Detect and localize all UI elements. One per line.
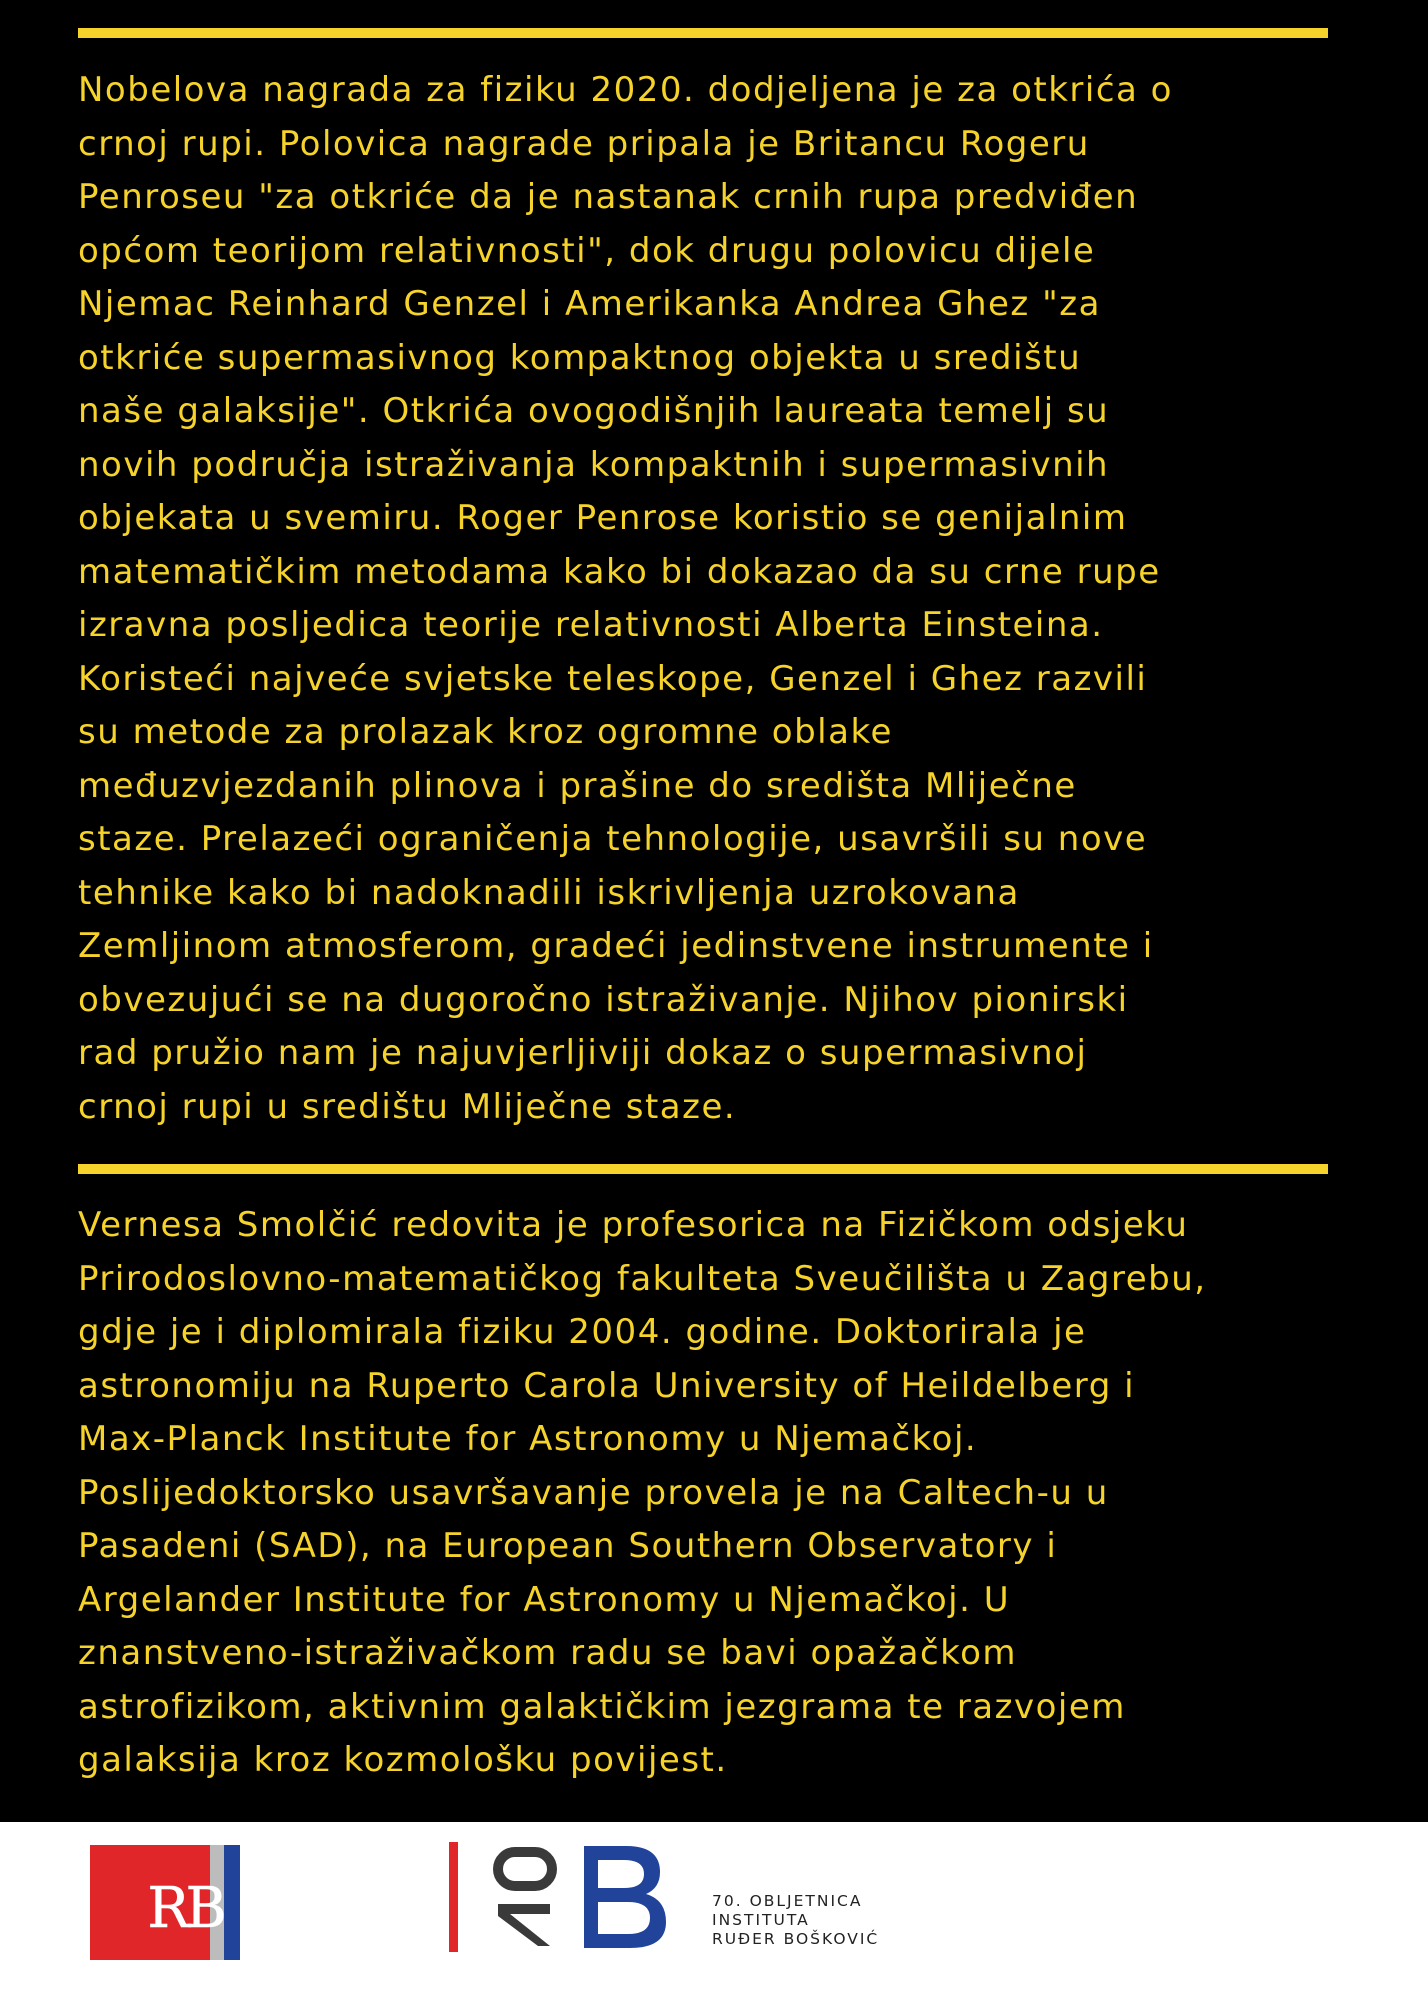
text-line: otkriće supermasivnog kompaktnog objekta u središtu (78, 337, 1082, 378)
text-line: Zemljinom atmosferom, gradeći jedinstvene instrumente i (78, 926, 1154, 966)
anniversary-line: INSTITUTA (712, 1911, 810, 1929)
text-line: znanstveno-istraživačkom radu se bavi opažačkom (78, 1633, 1018, 1673)
text-line: izravna posljedica teorije relativnosti Alberta Einsteina. (78, 605, 1104, 645)
text-line: Vernesa Smolčić redovita je profesorica na Fizičkom odsjeku (78, 1205, 1189, 1245)
text-line: Max-Planck Institute for Astronomy u Njemačkoj. (78, 1419, 978, 1459)
rb-monogram-logo-icon (90, 1845, 280, 1960)
text-line: astronomiju na Ruperto Carola University of Heildelberg i (78, 1365, 1136, 1406)
text-line: Prirodoslovno-matematičkog fakulteta Sveučilišta u Zagrebu, (78, 1258, 1207, 1299)
text-line: gdje je i diplomirala fiziku 2004. godine. Doktorirala je (78, 1312, 1087, 1352)
text-line: međuzvjezdanih plinova i prašine do središta Mliječne (78, 765, 1077, 806)
text-line: Nobelova nagrada za fiziku 2020. dodjeljena je za otkrića o (78, 70, 1173, 110)
text-line: astrofizikom, aktivnim galaktičkim jezgrama te razvojem (78, 1686, 1126, 1727)
anniversary-caption (712, 1892, 879, 1949)
text-line: crnoj rupi u središtu Mliječne staze. (78, 1086, 737, 1127)
text-line: objekata u svemiru. Roger Penrose koristio se genijalnim (78, 498, 1128, 538)
text-line: rad pružio nam je najuvjerljiviji dokaz o supermasivnoj (78, 1033, 1088, 1073)
anniversary-line: RUĐER BOŠKOVIĆ (712, 1930, 880, 1948)
svg-text:RB: RB (147, 1876, 223, 1941)
text-line: novih područja istraživanja kompaktnih i supermasivnih (78, 444, 1110, 485)
text-line: tehnike kako bi nadoknadili iskrivljenja uzrokovana (78, 872, 1020, 913)
nobel-prize-paragraph (78, 64, 1338, 1134)
text-line: Argelander Institute for Astronomy u Njemačkoj. U (78, 1579, 1011, 1620)
text-line: općom teorijom relativnosti", dok drugu polovicu dijele (78, 230, 1096, 271)
top-divider (78, 28, 1328, 38)
speaker-bio-paragraph (78, 1199, 1338, 1788)
text-line: galaksija kroz kozmološku povijest. (78, 1740, 728, 1780)
text-line: Koristeći najveće svjetske teleskope, Genzel i Ghez razvili (78, 658, 1148, 699)
text-line: obvezujući se na dugoročno istraživanje. Njihov pionirski (78, 979, 1129, 1020)
middle-divider (78, 1164, 1328, 1174)
text-line: Penroseu "za otkriće da je nastanak crnih rupa predviđen (78, 177, 1139, 217)
anniversary-line: 70. OBLJETNICA (712, 1892, 863, 1910)
text-line: Pasadeni (SAD), na European Southern Observatory i (78, 1526, 1058, 1566)
text-line: naše galaksije". Otkrića ovogodišnjih laureata temelj su (78, 391, 1110, 431)
text-line: Njemac Reinhard Genzel i Amerikanka Andrea Ghez "za (78, 284, 1101, 324)
text-line: crnoj rupi. Polovica nagrade pripala je Britancu Rogeru (78, 123, 1090, 164)
irb-70-logo-icon (446, 1842, 676, 1952)
text-line: su metode za prolazak kroz ogromne oblake (78, 712, 893, 752)
text-line: matematičkim metodama kako bi dokazao da su crne rupe (78, 551, 1161, 592)
text-line: staze. Prelazeći ograničenja tehnologije, usavršili su nove (78, 819, 1148, 859)
text-line: Poslijedoktorsko usavršavanje provela je na Caltech-u u (78, 1472, 1109, 1513)
